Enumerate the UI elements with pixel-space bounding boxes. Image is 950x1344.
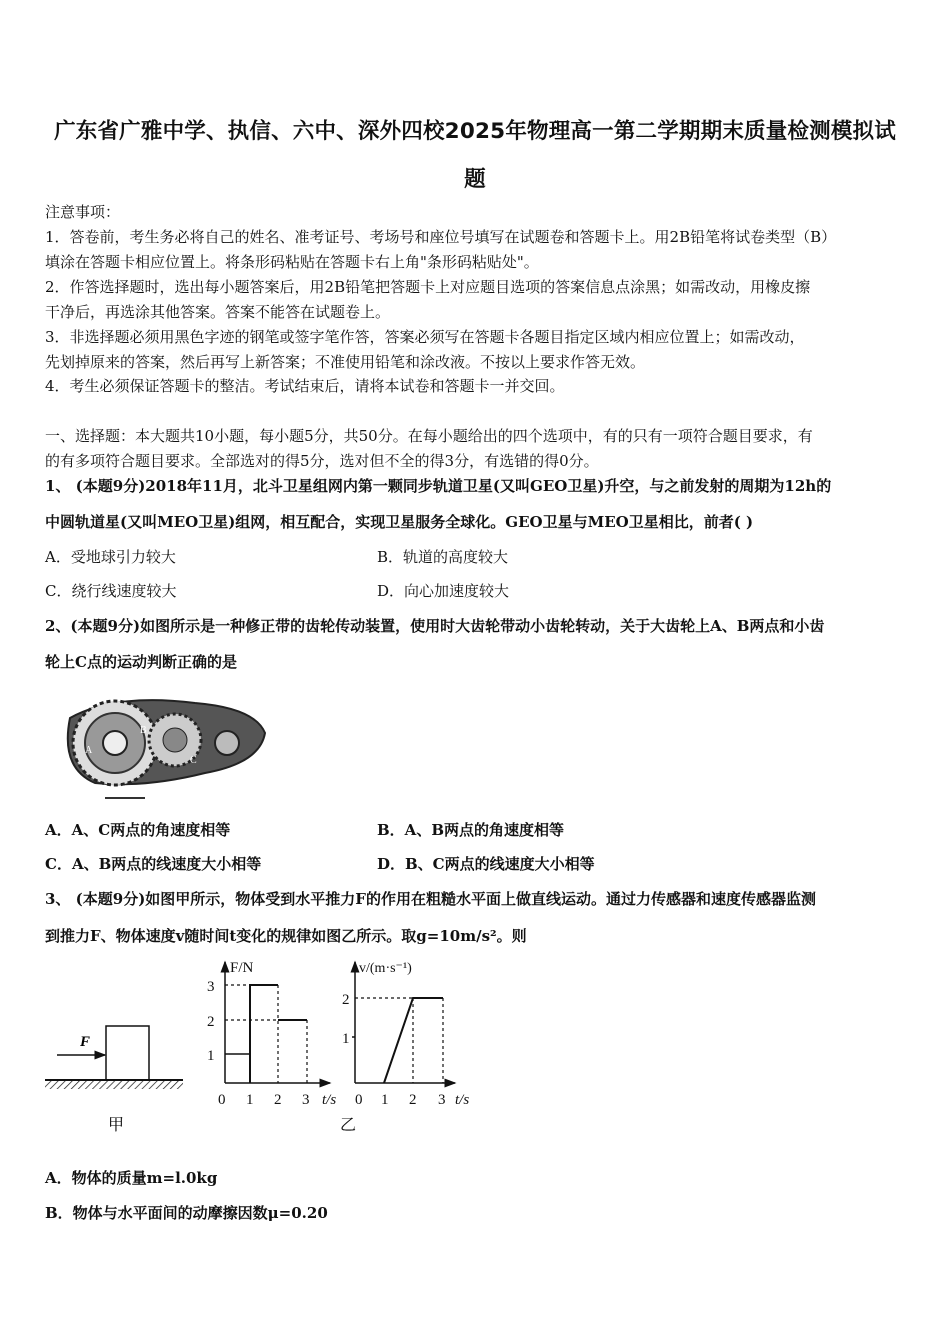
t-tick: 1: [246, 1092, 254, 1108]
motion-figure: [0, 0, 500, 1150]
notice-line: 4．考生必须保证答题卡的整洁。考试结束后，请将本试卷和答题卡一并交回。: [45, 377, 565, 395]
v-tick: 1: [342, 1031, 350, 1047]
force-label: F: [80, 1034, 91, 1050]
notice-line: 填涂在答题卡相应位置上。将条形码粘贴在答题卡右上角"条形码粘贴处"。: [45, 253, 539, 271]
question-text: 中圆轨道星(又叫MEO卫星)组网，相互配合，实现卫星服务全球化。GEO卫星与MEO卫星相比，前者( ): [45, 513, 754, 531]
notice-line: 3．非选择题必须用黑色字迹的钢笔或签字笔作答，答案必须写在答题卡各题目指定区域内相应位置上；如需改动，: [45, 328, 805, 346]
f-tick: 3: [207, 979, 215, 995]
notice-line: 2．作答选择题时，选出每小题答案后，用2B铅笔把答题卡上对应题目选项的答案信息点涂黑；如需改动，用橡皮擦: [45, 278, 811, 296]
notice-line: 先划掉原来的答案，然后再写上新答案；不准使用铅笔和涂改液。不按以上要求作答无效。: [45, 353, 646, 371]
t-tick: 1: [381, 1092, 389, 1108]
option-b: B．物体与水平面间的动摩擦因数μ=0.20: [45, 1204, 328, 1222]
question-text: 3、 (本题9分)如图甲所示，物体受到水平推力F的作用在粗糙水平面上做直线运动。通过力传感器和速度传感器监测: [45, 890, 816, 908]
notice-line: 干净后，再选涂其他答案。答案不能答在试题卷上。: [45, 303, 391, 321]
f-tick: 1: [207, 1048, 215, 1064]
question-text: 到推力F、物体速度v随时间t变化的规律如图乙所示。取g=10m/s²。则: [45, 927, 527, 945]
page-title: 广东省广雅中学、执信、六中、深外四校2025年物理高一第二学期期末质量检测模拟试: [54, 119, 896, 144]
t-tick: 2: [409, 1092, 417, 1108]
option-a: A．受地球引力较大: [45, 548, 176, 566]
option-d: D．B、C两点的线速度大小相等: [377, 855, 595, 873]
v-t-graph: [352, 962, 455, 1083]
block-diagram: [45, 1026, 183, 1134]
option-a: A．物体的质量m=l.0kg: [45, 1169, 218, 1187]
t-tick: 0: [218, 1092, 226, 1108]
caption-left: 甲: [108, 1117, 125, 1134]
option-b: B．A、B两点的角速度相等: [377, 821, 564, 839]
f-axis-label: F/N: [230, 960, 254, 976]
question-text: 1、 (本题9分)2018年11月，北斗卫星组网内第一颗同步轨道卫星(又叫GEO卫星)升空，与之前发射的周期为12h的: [45, 477, 832, 495]
t-tick: 3: [438, 1092, 446, 1108]
point-label-a: A: [85, 745, 93, 756]
question-text: 轮上C点的运动判断正确的是: [45, 653, 237, 671]
notice-heading: 注意事项：: [45, 203, 121, 221]
t-tick: 2: [274, 1092, 282, 1108]
option-c: C．绕行线速度较大: [45, 582, 177, 600]
question-text: 2、(本题9分)如图所示是一种修正带的齿轮传动装置，使用时大齿轮带动小齿轮转动，关于大齿轮上A、B两点和小齿: [45, 617, 825, 635]
t-axis-label: t/s: [455, 1092, 470, 1108]
option-d: D．向心加速度较大: [377, 582, 510, 600]
page-title-continued: 题: [464, 167, 486, 192]
point-label-b: B: [140, 725, 147, 736]
t-axis-label: t/s: [322, 1092, 337, 1108]
option-c: C．A、B两点的线速度大小相等: [45, 855, 262, 873]
t-tick: 3: [302, 1092, 310, 1108]
v-axis-label: v/(m·s⁻¹): [359, 961, 412, 976]
section-line: 一、选择题：本大题共10小题，每小题5分，共50分。在每小题给出的四个选项中，有的只有一项符合题目要求，有: [45, 427, 813, 445]
t-tick: 0: [355, 1092, 363, 1108]
point-label-c: C: [190, 755, 197, 766]
option-a: A．A、C两点的角速度相等: [45, 821, 231, 839]
section-line: 的有多项符合题目要求。全部选对的得5分，选对但不全的得3分，有选错的得0分。: [45, 452, 599, 470]
notice-line: 1．答卷前，考生务必将自己的姓名、准考证号、考场号和座位号填写在试题卷和答题卡上。用2B铅笔将试卷类型（B）: [45, 228, 837, 246]
f-tick: 2: [207, 1014, 215, 1030]
v-tick: 2: [342, 992, 350, 1008]
option-b: B．轨道的高度较大: [377, 548, 509, 566]
caption-right: 乙: [340, 1117, 357, 1134]
f-t-graph: [225, 962, 330, 1083]
